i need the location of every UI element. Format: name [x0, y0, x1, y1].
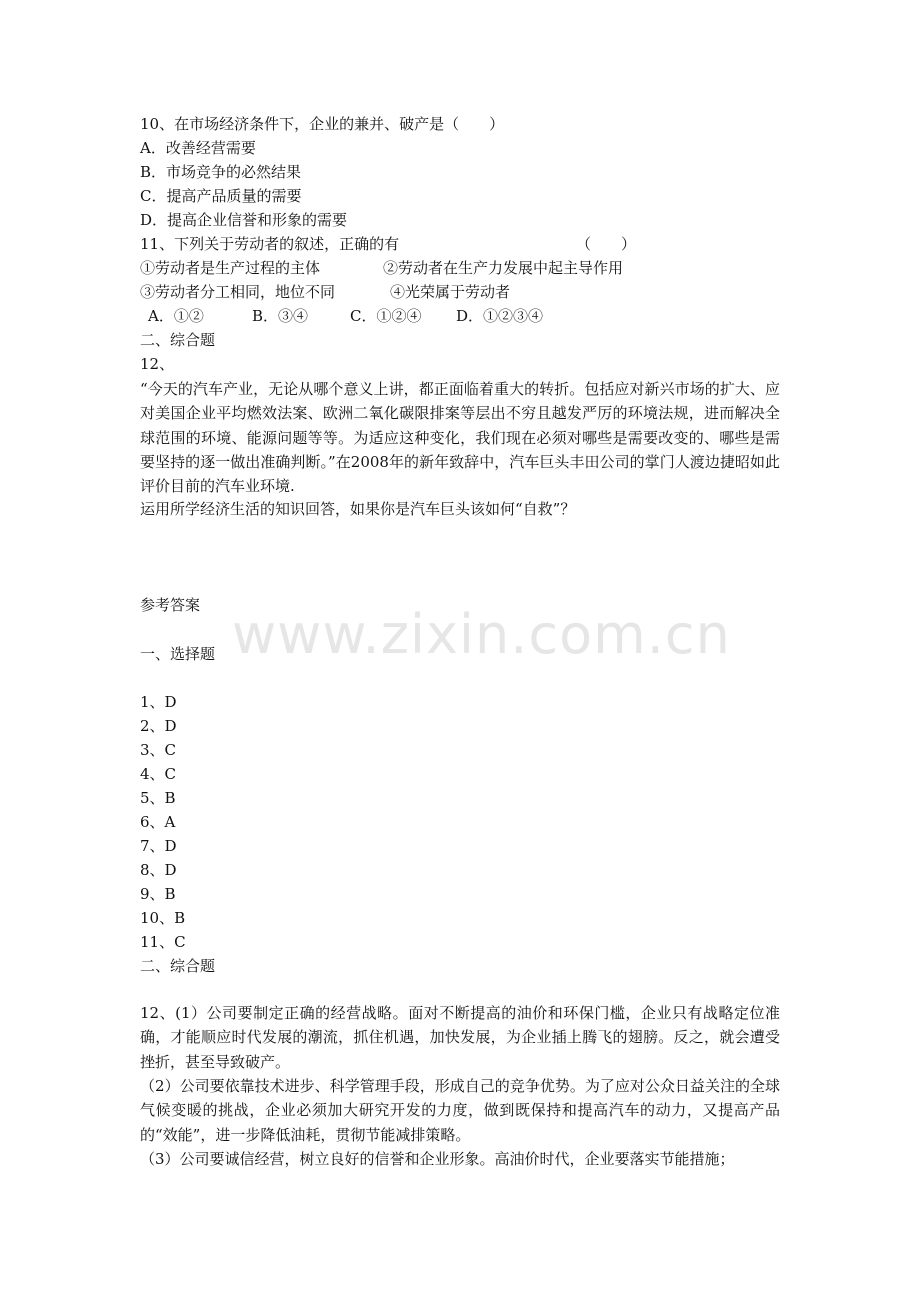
answer-item-5: 5、B [140, 789, 176, 807]
question-11-stem: 11、下列关于劳动者的叙述，正确的有 [140, 235, 400, 253]
watermark: www.zixin.com.cn [232, 603, 731, 666]
statement-3: ③劳动者分工相同，地位不同 [140, 283, 336, 301]
answer-item-2: 2、D [140, 717, 177, 735]
statement-2: ②劳动者在生产力发展中起主导作用 [383, 259, 624, 277]
section-heading-comprehensive: 二、综合题 [140, 331, 216, 349]
answer-item-7: 7、D [140, 837, 177, 855]
answer-12-paragraph-1: 12、(1）公司要制定正确的经营战略。面对不断提高的油价和环保门槛，企业只有战略定位准确，才能顺应时代发展的潮流，抓住机遇，加快发展，为企业插上腾飞的翅膀。反之，就会遭受挫折，甚至导致破产。 [140, 1004, 780, 1071]
answer-item-9: 9、B [140, 885, 176, 903]
question-10-option-b: B．市场竞争的必然结果 [140, 163, 302, 181]
answer-item-6: 6、A [140, 813, 176, 831]
answers-section-2-heading: 二、综合题 [140, 957, 216, 975]
statement-4: ④光荣属于劳动者 [390, 283, 511, 301]
answer-bracket: （ ） [576, 235, 637, 253]
statement-1: ①劳动者是生产过程的主体 [140, 259, 321, 277]
answer-item-10: 10、B [140, 909, 186, 927]
question-11-choices [140, 305, 600, 327]
choice-c: C．①②④ [350, 307, 422, 325]
answer-12-paragraph-3: （3）公司要诚信经营，树立良好的信誉和企业形象。高油价时代，企业要落实节能措施； [140, 1150, 735, 1168]
question-10-option-a: A．改善经营需要 [140, 139, 256, 157]
question-12-number: 12、 [140, 355, 175, 373]
question-12-prompt: 运用所学经济生活的知识回答，如果你是汽车巨头该如何“自救”？ [140, 500, 576, 518]
choice-b: B．③④ [252, 307, 309, 325]
answers-title: 参考答案 [140, 596, 201, 614]
question-11-statements-row-1 [140, 257, 660, 279]
question-11-statements-row-2 [140, 281, 660, 303]
question-11-row [140, 233, 637, 255]
answer-item-4: 4、C [140, 765, 177, 783]
answers-section-1-heading: 一、选择题 [140, 645, 216, 663]
answer-item-8: 8、D [140, 861, 177, 879]
choice-d: D．①②③④ [456, 307, 544, 325]
question-12-passage: “今天的汽车产业，无论从哪个意义上讲，都正面临着重大的转折。包括应对新兴市场的扩大、应对美国企业平均燃效法案、欧洲二氧化碳限排案等层出不穷且越发严厉的环境法规，进而解决全球范围的环境、能源问题等等。为适应这种变化，我们现在必须对哪些是需要改变的、哪些是需要坚持的逐一做出准确判断。”在2008年的新年致辞中，汽车巨头丰田公司的掌门人渡边捷昭如此评价目前的汽车业环境. [140, 380, 780, 496]
answer-item-1: 1、D [140, 693, 177, 711]
question-10-stem: 10、在市场经济条件下，企业的兼并、破产是（ ） [140, 115, 505, 133]
answer-item-3: 3、C [140, 741, 177, 759]
answer-item-11: 11、C [140, 933, 186, 951]
question-10-option-c: C．提高产品质量的需要 [140, 187, 302, 205]
choice-a: A．①② [148, 307, 204, 325]
question-10-option-d: D．提高企业信誉和形象的需要 [140, 211, 348, 229]
answer-12-paragraph-2: （2）公司要依靠技术进步、科学管理手段，形成自己的竞争优势。为了应对公众日益关注的全球气候变暖的挑战，企业必须加大研究开发的力度，做到既保持和提高汽车的动力，又提高产品的“效能”，进一步降低油耗，贯彻节能减排策略。 [140, 1077, 780, 1144]
